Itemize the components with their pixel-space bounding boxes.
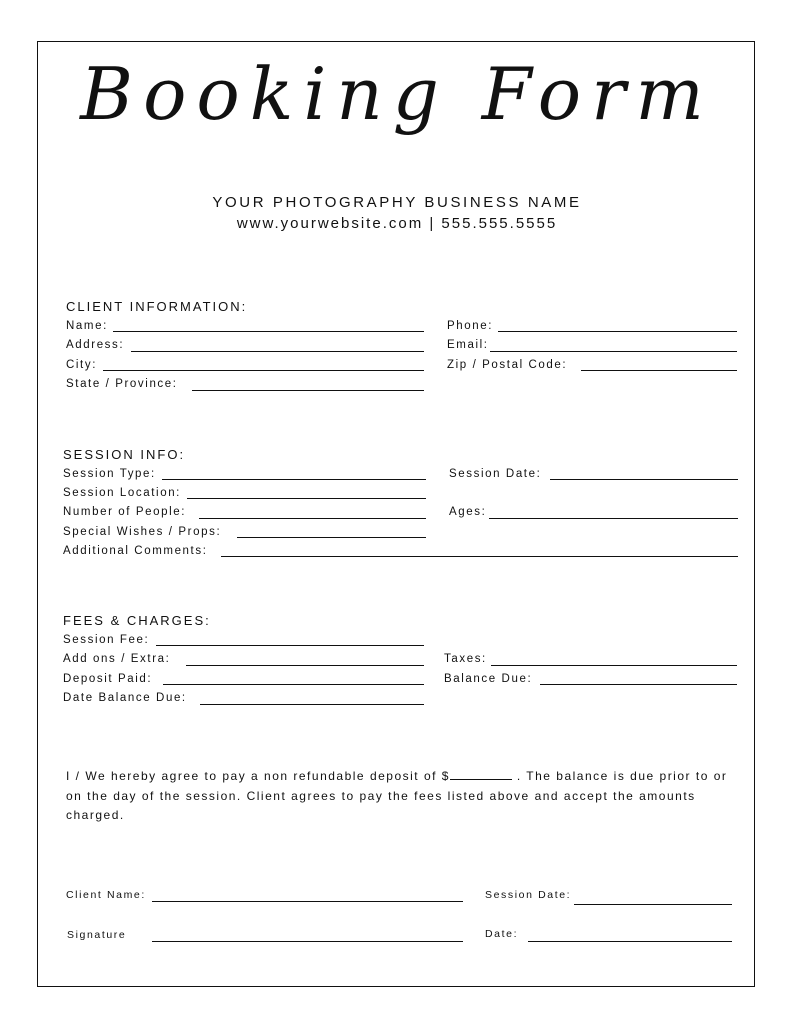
- client-name-field[interactable]: [113, 331, 424, 332]
- client-address-label: Address:: [66, 339, 125, 351]
- client-zip-label: Zip / Postal Code:: [447, 359, 568, 371]
- ages-label: Ages:: [449, 506, 487, 518]
- agreement-text-part2: . The balance is due prior to or on the day of the session. Client agrees to pay the fees listed above and accept the amounts charged.: [66, 769, 728, 822]
- session-date-sign-label: Session Date:: [485, 889, 572, 901]
- client-address-field[interactable]: [131, 351, 424, 352]
- balance-due-label: Balance Due:: [444, 673, 533, 685]
- business-contact: www.yourwebsite.com | 555.555.5555: [236, 215, 558, 232]
- client-info-heading: CLIENT INFORMATION:: [66, 299, 248, 314]
- session-location-label: Session Location:: [63, 487, 181, 499]
- date-balance-due-label: Date Balance Due:: [63, 692, 187, 704]
- deposit-paid-label: Deposit Paid:: [63, 673, 153, 685]
- date-balance-due-field[interactable]: [200, 704, 424, 705]
- client-state-field[interactable]: [192, 390, 424, 391]
- additional-comments-field[interactable]: [221, 556, 738, 557]
- session-date-field[interactable]: [550, 479, 738, 480]
- deposit-paid-field[interactable]: [163, 684, 424, 685]
- taxes-field[interactable]: [491, 665, 737, 666]
- client-name-sign-field[interactable]: [152, 901, 463, 902]
- session-type-field[interactable]: [162, 479, 426, 480]
- client-email-field[interactable]: [490, 351, 737, 352]
- signature-label: Signature: [67, 929, 127, 941]
- special-wishes-label: Special Wishes / Props:: [63, 526, 222, 538]
- client-zip-field[interactable]: [581, 370, 737, 371]
- additional-comments-label: Additional Comments:: [63, 545, 208, 557]
- addons-label: Add ons / Extra:: [63, 653, 171, 665]
- client-email-label: Email:: [447, 339, 489, 351]
- number-of-people-label: Number of People:: [63, 506, 187, 518]
- agreement-text-part1: I / We hereby agree to pay a non refundable deposit of $: [66, 769, 450, 783]
- agreement-text: [66, 767, 746, 826]
- deposit-amount-field[interactable]: [450, 769, 512, 780]
- client-name-sign-label: Client Name:: [66, 889, 146, 901]
- ages-field[interactable]: [489, 518, 738, 519]
- date-sign-field[interactable]: [528, 941, 732, 942]
- balance-due-field[interactable]: [540, 684, 737, 685]
- client-state-label: State / Province:: [66, 378, 178, 390]
- fees-heading: FEES & CHARGES:: [63, 613, 211, 628]
- date-sign-label: Date:: [485, 928, 519, 940]
- session-location-field[interactable]: [187, 498, 426, 499]
- session-date-sign-field[interactable]: [574, 904, 732, 905]
- signature-field[interactable]: [152, 941, 463, 942]
- session-fee-field[interactable]: [156, 645, 424, 646]
- client-phone-label: Phone:: [447, 320, 494, 332]
- client-city-field[interactable]: [103, 370, 424, 371]
- client-city-label: City:: [66, 359, 97, 371]
- session-info-heading: SESSION INFO:: [63, 447, 186, 462]
- session-fee-label: Session Fee:: [63, 634, 150, 646]
- taxes-label: Taxes:: [444, 653, 487, 665]
- special-wishes-field[interactable]: [237, 537, 426, 538]
- addons-field[interactable]: [186, 665, 424, 666]
- client-name-label: Name:: [66, 320, 108, 332]
- session-date-label: Session Date:: [449, 468, 542, 480]
- business-name: YOUR PHOTOGRAPHY BUSINESS NAME: [212, 194, 582, 211]
- number-of-people-field[interactable]: [199, 518, 426, 519]
- form-title: Booking Form: [80, 52, 714, 136]
- client-phone-field[interactable]: [498, 331, 737, 332]
- session-type-label: Session Type:: [63, 468, 156, 480]
